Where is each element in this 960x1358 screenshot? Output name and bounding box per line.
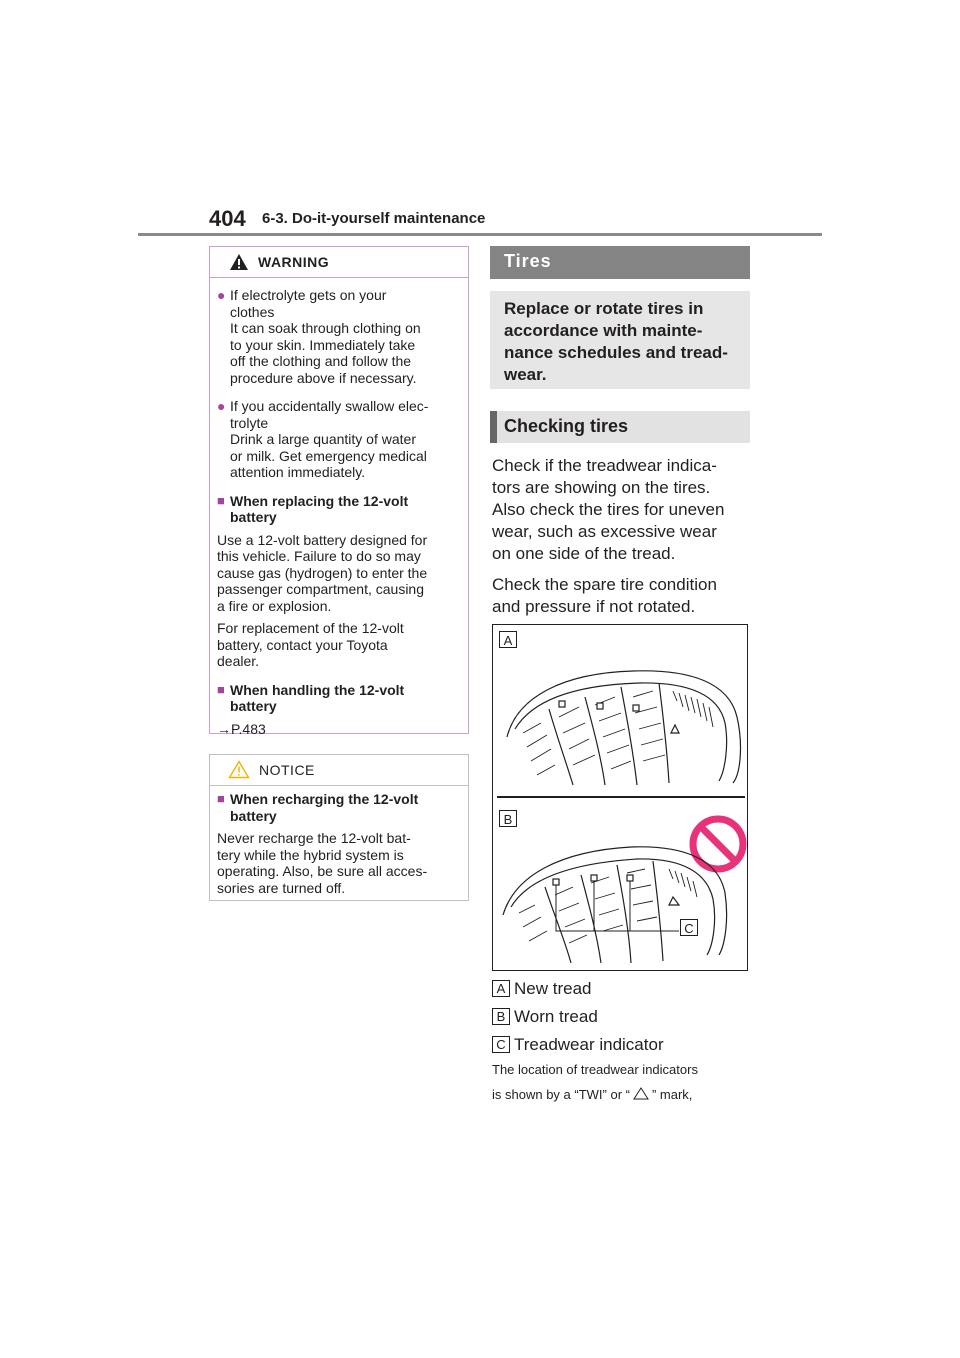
tires-heading-bar [490,246,750,279]
checking-tires-heading-bar [490,411,750,443]
page-number: 404 [209,206,246,231]
legend-text-b: Worn tread [514,1007,598,1026]
figure-label-a: A [499,631,517,648]
warning-body [217,279,460,737]
warning-triangle-icon [229,253,249,271]
checking-para-2: Check the spare tire condition and pressure if not rotated. [492,575,717,616]
figure-label-b: B [499,810,517,827]
warning-bullet-swallow: ● If you accidentally swallow elec- trolyte Drink a large quantity of water or milk. Get emergency medical attention immediately. [217,398,429,480]
header-rule [138,233,822,236]
notice-title: NOTICE [259,762,315,778]
handling-battery-title: ■ When handling the 12-volt battery [217,681,405,714]
square-bullet-icon: ■ [217,492,225,508]
bullet-dot-icon: ● [217,287,226,303]
arrow-right-icon: → [217,720,231,737]
notice-body [217,787,460,896]
warning-header [210,247,468,278]
twi-note-line-1: The location of treadwear indicators [492,1062,698,1077]
handling-battery-ref[interactable] [217,721,460,738]
page-reference-link[interactable]: P.483 [231,720,266,737]
legend-item-b [492,1007,598,1027]
replacing-battery-para-1: Use a 12-volt battery designed for this vehicle. Failure to do so may cause gas (hydrogen) to enter the passenger compartment, causing a fire or explosion. [217,531,428,614]
prohibited-icon [693,819,743,869]
tire-illustration [493,625,747,970]
legend-tag-a: A [492,980,510,997]
checking-tires-heading: Checking tires [504,416,629,436]
tire-tread-figure [492,624,748,971]
twi-triangle-icon [633,1087,649,1100]
legend-item-c [492,1035,664,1055]
checking-tires-body [492,455,754,627]
recharging-battery-title: ■ When recharging the 12-volt battery [217,791,419,824]
recharging-battery-para: Never recharge the 12-volt bat- tery while the hybrid system is operating. Also, be sure all acces- sories are turned off. [217,830,428,896]
legend-tag-b: B [492,1008,510,1025]
tires-intro-box: Replace or rotate tires in accordance with mainte- nance schedules and tread- wear. [490,291,750,389]
replacing-battery-title: ■ When replacing the 12-volt battery [217,492,409,525]
section-title: 6-3. Do-it-yourself maintenance [262,210,486,227]
notice-box [209,754,469,901]
notice-header [210,755,468,786]
legend-item-a [492,979,591,999]
worn-tread-tire [503,847,727,963]
figure-label-c: C [680,919,698,936]
checking-para-1: Check if the treadwear indica- tors are showing on the tires. Also check the tires for uneven wear, such as excessive wear on one side of the tread. [492,456,725,563]
legend-tag-c: C [492,1036,510,1053]
warning-box [209,246,469,737]
heading-accent [490,411,497,443]
square-bullet-icon: ■ [217,681,225,697]
replacing-battery-para-2: For replacement of the 12-volt battery, contact your Toyota dealer. [217,620,404,669]
square-bullet-icon: ■ [217,791,225,806]
warning-title: WARNING [258,254,330,270]
twi-note-line-2: is shown by a “TWI” or “ ” mark, [492,1087,693,1102]
legend-text-c: Treadwear indicator [514,1035,664,1054]
bullet-dot-icon: ● [217,398,226,414]
new-tread-tire [507,671,740,785]
tires-heading: Tires [504,251,552,271]
notice-triangle-icon [228,760,250,779]
legend-text-a: New tread [514,979,592,998]
warning-bullet-electrolyte-clothes: ● If electrolyte gets on your clothes It can soak through clothing on to your skin. Immediately take off the clothing and follow the procedure above if necessary. [217,287,421,386]
